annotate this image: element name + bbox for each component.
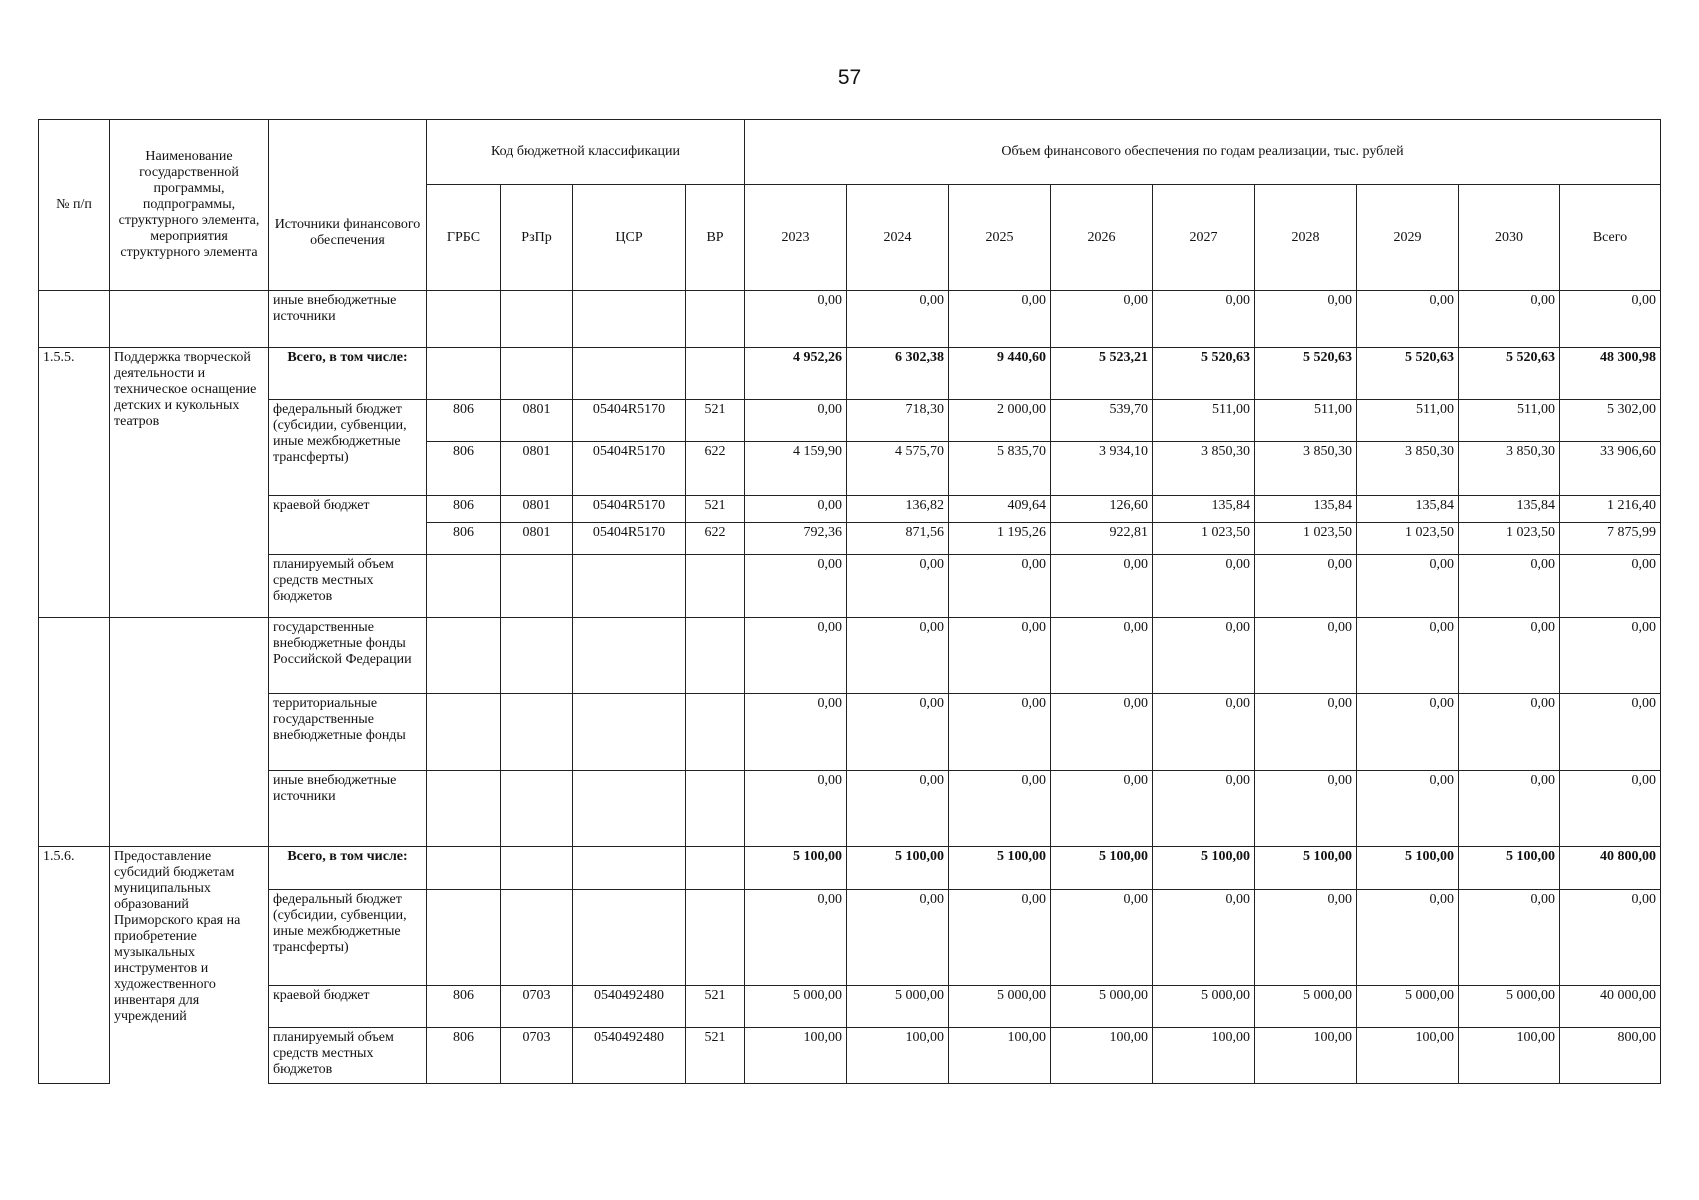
row-value-2027: 3 850,30 xyxy=(1153,442,1255,496)
row-value-2026: 922,81 xyxy=(1051,523,1153,555)
row-rzpr xyxy=(501,555,573,618)
row-value-2028: 3 850,30 xyxy=(1255,442,1357,496)
row-csr xyxy=(573,555,686,618)
row-value-2025: 0,00 xyxy=(949,890,1051,986)
row-value-2028: 5 520,63 xyxy=(1255,348,1357,400)
row-value-2024: 0,00 xyxy=(847,694,949,771)
row-vr xyxy=(686,348,745,400)
row-value-2025: 9 440,60 xyxy=(949,348,1051,400)
row-vr xyxy=(686,847,745,890)
row-value-total: 7 875,99 xyxy=(1560,523,1661,555)
row-csr xyxy=(573,890,686,986)
row-value-2025: 5 000,00 xyxy=(949,986,1051,1028)
row-value-2026: 5 100,00 xyxy=(1051,847,1153,890)
row-value-2023: 0,00 xyxy=(745,291,847,348)
header-grbs: ГРБС xyxy=(427,185,501,291)
row-name: Предоставление субсидий бюджетам муниципальных образований Приморского края на приобретение музыкальных инструментов и художественного инвентаря для учреждений xyxy=(110,847,269,1084)
row-value-2024: 718,30 xyxy=(847,400,949,442)
row-value-2024: 0,00 xyxy=(847,618,949,694)
row-value-2027: 511,00 xyxy=(1153,400,1255,442)
row-value-2028: 0,00 xyxy=(1255,291,1357,348)
row-csr xyxy=(573,847,686,890)
row-value-2029: 0,00 xyxy=(1357,694,1459,771)
row-value-2028: 5 100,00 xyxy=(1255,847,1357,890)
row-value-2030: 1 023,50 xyxy=(1459,523,1560,555)
row-value-2023: 5 100,00 xyxy=(745,847,847,890)
row-value-total: 0,00 xyxy=(1560,771,1661,847)
row-value-2030: 135,84 xyxy=(1459,496,1560,523)
row-rzpr xyxy=(501,890,573,986)
row-value-2030: 3 850,30 xyxy=(1459,442,1560,496)
row-name xyxy=(110,618,269,847)
row-rzpr: 0703 xyxy=(501,1028,573,1084)
header-row-1 xyxy=(39,120,1661,185)
row-value-2023: 0,00 xyxy=(745,694,847,771)
row-value-2023: 0,00 xyxy=(745,890,847,986)
row-value-2027: 135,84 xyxy=(1153,496,1255,523)
row-vr: 521 xyxy=(686,496,745,523)
row-csr xyxy=(573,348,686,400)
header-year-2030: 2030 xyxy=(1459,185,1560,291)
header-year-2026: 2026 xyxy=(1051,185,1153,291)
row-value-2026: 5 000,00 xyxy=(1051,986,1153,1028)
row-csr xyxy=(573,291,686,348)
row-rzpr: 0801 xyxy=(501,442,573,496)
row-csr xyxy=(573,771,686,847)
row-csr: 05404R5170 xyxy=(573,523,686,555)
row-value-2025: 5 100,00 xyxy=(949,847,1051,890)
row-value-2029: 0,00 xyxy=(1357,555,1459,618)
row-value-2024: 100,00 xyxy=(847,1028,949,1084)
row-index: 1.5.5. xyxy=(39,348,110,618)
table-row xyxy=(39,291,1661,348)
row-grbs xyxy=(427,890,501,986)
row-value-2026: 0,00 xyxy=(1051,694,1153,771)
row-value-2028: 0,00 xyxy=(1255,618,1357,694)
row-value-2027: 100,00 xyxy=(1153,1028,1255,1084)
row-rzpr xyxy=(501,847,573,890)
row-value-2026: 0,00 xyxy=(1051,890,1153,986)
row-value-total: 0,00 xyxy=(1560,618,1661,694)
row-total-label: Всего, в том числе: xyxy=(269,348,427,400)
row-value-2024: 6 302,38 xyxy=(847,348,949,400)
row-value-total: 0,00 xyxy=(1560,555,1661,618)
table-row xyxy=(39,890,1661,986)
row-rzpr: 0801 xyxy=(501,523,573,555)
header-rzpr: РзПр xyxy=(501,185,573,291)
row-value-2023: 0,00 xyxy=(745,555,847,618)
row-value-2029: 0,00 xyxy=(1357,618,1459,694)
table-row xyxy=(39,694,1661,771)
row-grbs xyxy=(427,771,501,847)
row-value-2024: 0,00 xyxy=(847,771,949,847)
row-index xyxy=(39,291,110,348)
row-rzpr xyxy=(501,618,573,694)
row-value-2030: 0,00 xyxy=(1459,694,1560,771)
row-source: краевой бюджет xyxy=(269,496,427,555)
row-value-2027: 5 100,00 xyxy=(1153,847,1255,890)
row-rzpr: 0703 xyxy=(501,986,573,1028)
row-value-2028: 511,00 xyxy=(1255,400,1357,442)
header-name: Наименование государственной программы, подпрограммы, структурного элемента, мероприятия структурного элемента xyxy=(110,120,269,291)
row-grbs: 806 xyxy=(427,496,501,523)
row-csr xyxy=(573,694,686,771)
row-value-2024: 0,00 xyxy=(847,890,949,986)
row-value-2030: 5 520,63 xyxy=(1459,348,1560,400)
row-value-2023: 792,36 xyxy=(745,523,847,555)
row-value-2027: 5 520,63 xyxy=(1153,348,1255,400)
row-source: иные внебюджетные источники xyxy=(269,291,427,348)
row-value-2025: 100,00 xyxy=(949,1028,1051,1084)
row-value-2028: 5 000,00 xyxy=(1255,986,1357,1028)
row-value-2030: 5 100,00 xyxy=(1459,847,1560,890)
header-year-2029: 2029 xyxy=(1357,185,1459,291)
row-value-2030: 5 000,00 xyxy=(1459,986,1560,1028)
row-value-2026: 0,00 xyxy=(1051,291,1153,348)
row-value-2024: 0,00 xyxy=(847,555,949,618)
header-source: Источники финансового обеспечения xyxy=(269,120,427,291)
row-value-2026: 539,70 xyxy=(1051,400,1153,442)
row-value-2029: 3 850,30 xyxy=(1357,442,1459,496)
row-value-2026: 0,00 xyxy=(1051,771,1153,847)
row-grbs: 806 xyxy=(427,1028,501,1084)
header-budget-code: Код бюджетной классификации xyxy=(427,120,745,185)
row-value-2028: 0,00 xyxy=(1255,890,1357,986)
row-value-2029: 1 023,50 xyxy=(1357,523,1459,555)
row-source: краевой бюджет xyxy=(269,986,427,1028)
header-year-2025: 2025 xyxy=(949,185,1051,291)
header-year-2024: 2024 xyxy=(847,185,949,291)
row-value-2027: 5 000,00 xyxy=(1153,986,1255,1028)
row-value-2026: 5 523,21 xyxy=(1051,348,1153,400)
row-value-total: 1 216,40 xyxy=(1560,496,1661,523)
table-row xyxy=(39,847,1661,890)
row-value-total: 0,00 xyxy=(1560,890,1661,986)
row-source: планируемый объем средств местных бюджетов xyxy=(269,1028,427,1084)
row-index: 1.5.6. xyxy=(39,847,110,1084)
row-value-2029: 5 000,00 xyxy=(1357,986,1459,1028)
page-number: 57 xyxy=(837,66,862,89)
row-value-2023: 0,00 xyxy=(745,771,847,847)
row-value-2030: 0,00 xyxy=(1459,291,1560,348)
row-vr: 622 xyxy=(686,442,745,496)
row-value-2030: 100,00 xyxy=(1459,1028,1560,1084)
row-value-2025: 5 835,70 xyxy=(949,442,1051,496)
row-grbs xyxy=(427,555,501,618)
row-value-2030: 0,00 xyxy=(1459,618,1560,694)
header-vr: ВР xyxy=(686,185,745,291)
row-value-2023: 4 159,90 xyxy=(745,442,847,496)
row-value-2029: 0,00 xyxy=(1357,771,1459,847)
row-rzpr: 0801 xyxy=(501,496,573,523)
header-financing: Объем финансового обеспечения по годам реализации, тыс. рублей xyxy=(745,120,1661,185)
table-row xyxy=(39,771,1661,847)
row-value-2023: 100,00 xyxy=(745,1028,847,1084)
row-source: планируемый объем средств местных бюджетов xyxy=(269,555,427,618)
row-rzpr xyxy=(501,348,573,400)
row-value-2026: 3 934,10 xyxy=(1051,442,1153,496)
table-row xyxy=(39,618,1661,694)
row-value-2025: 0,00 xyxy=(949,555,1051,618)
row-source: федеральный бюджет (субсидии, субвенции, иные межбюджетные трансферты) xyxy=(269,890,427,986)
row-csr xyxy=(573,618,686,694)
row-rzpr xyxy=(501,771,573,847)
row-grbs xyxy=(427,618,501,694)
row-value-2030: 511,00 xyxy=(1459,400,1560,442)
row-value-2027: 0,00 xyxy=(1153,771,1255,847)
row-value-2023: 0,00 xyxy=(745,496,847,523)
row-value-2023: 5 000,00 xyxy=(745,986,847,1028)
row-grbs: 806 xyxy=(427,523,501,555)
row-value-2026: 126,60 xyxy=(1051,496,1153,523)
row-source: федеральный бюджет (субсидии, субвенции, иные межбюджетные трансферты) xyxy=(269,400,427,496)
header-year-2023: 2023 xyxy=(745,185,847,291)
row-grbs xyxy=(427,694,501,771)
budget-table xyxy=(38,119,1661,1084)
row-total-label: Всего, в том числе: xyxy=(269,847,427,890)
row-value-2029: 135,84 xyxy=(1357,496,1459,523)
row-vr xyxy=(686,555,745,618)
row-value-2027: 0,00 xyxy=(1153,555,1255,618)
row-value-2023: 0,00 xyxy=(745,618,847,694)
row-value-2025: 2 000,00 xyxy=(949,400,1051,442)
row-value-2025: 0,00 xyxy=(949,771,1051,847)
row-vr: 521 xyxy=(686,1028,745,1084)
row-value-2027: 0,00 xyxy=(1153,694,1255,771)
row-value-2027: 0,00 xyxy=(1153,618,1255,694)
row-source: иные внебюджетные источники xyxy=(269,771,427,847)
row-value-2023: 4 952,26 xyxy=(745,348,847,400)
row-value-2029: 5 100,00 xyxy=(1357,847,1459,890)
row-value-2029: 100,00 xyxy=(1357,1028,1459,1084)
row-value-2027: 0,00 xyxy=(1153,291,1255,348)
row-csr: 05404R5170 xyxy=(573,400,686,442)
row-value-2028: 1 023,50 xyxy=(1255,523,1357,555)
row-vr xyxy=(686,618,745,694)
header-year-2028: 2028 xyxy=(1255,185,1357,291)
row-grbs xyxy=(427,847,501,890)
row-name xyxy=(110,291,269,348)
row-value-total: 800,00 xyxy=(1560,1028,1661,1084)
row-value-total: 40 000,00 xyxy=(1560,986,1661,1028)
row-vr: 521 xyxy=(686,986,745,1028)
row-vr: 622 xyxy=(686,523,745,555)
table-row xyxy=(39,348,1661,400)
row-grbs xyxy=(427,291,501,348)
row-value-total: 0,00 xyxy=(1560,291,1661,348)
header-total: Всего xyxy=(1560,185,1661,291)
table-row xyxy=(39,555,1661,618)
row-grbs xyxy=(427,348,501,400)
row-value-2029: 511,00 xyxy=(1357,400,1459,442)
row-value-2024: 4 575,70 xyxy=(847,442,949,496)
row-value-2028: 135,84 xyxy=(1255,496,1357,523)
row-csr: 05404R5170 xyxy=(573,496,686,523)
row-csr: 05404R5170 xyxy=(573,442,686,496)
row-vr xyxy=(686,771,745,847)
row-value-2025: 1 195,26 xyxy=(949,523,1051,555)
row-value-2029: 0,00 xyxy=(1357,291,1459,348)
header-year-2027: 2027 xyxy=(1153,185,1255,291)
row-value-2024: 871,56 xyxy=(847,523,949,555)
row-csr: 0540492480 xyxy=(573,986,686,1028)
row-value-2028: 0,00 xyxy=(1255,555,1357,618)
row-value-2025: 0,00 xyxy=(949,618,1051,694)
row-value-2029: 5 520,63 xyxy=(1357,348,1459,400)
header-csr: ЦСР xyxy=(573,185,686,291)
row-value-2025: 0,00 xyxy=(949,694,1051,771)
row-grbs: 806 xyxy=(427,986,501,1028)
row-name: Поддержка творческой деятельности и техническое оснащение детских и кукольных театров xyxy=(110,348,269,618)
budget-table-body xyxy=(39,291,1661,1084)
row-rzpr xyxy=(501,694,573,771)
row-vr xyxy=(686,291,745,348)
row-value-2030: 0,00 xyxy=(1459,890,1560,986)
row-vr: 521 xyxy=(686,400,745,442)
row-value-2027: 0,00 xyxy=(1153,890,1255,986)
row-index xyxy=(39,618,110,847)
row-value-total: 33 906,60 xyxy=(1560,442,1661,496)
row-value-2029: 0,00 xyxy=(1357,890,1459,986)
row-value-2030: 0,00 xyxy=(1459,555,1560,618)
row-value-2023: 0,00 xyxy=(745,400,847,442)
row-value-total: 5 302,00 xyxy=(1560,400,1661,442)
row-csr: 0540492480 xyxy=(573,1028,686,1084)
row-value-total: 48 300,98 xyxy=(1560,348,1661,400)
row-value-2028: 100,00 xyxy=(1255,1028,1357,1084)
row-value-total: 40 800,00 xyxy=(1560,847,1661,890)
row-value-2024: 0,00 xyxy=(847,291,949,348)
row-source: территориальные государственные внебюджетные фонды xyxy=(269,694,427,771)
row-value-2025: 409,64 xyxy=(949,496,1051,523)
row-value-2024: 5 000,00 xyxy=(847,986,949,1028)
row-value-2030: 0,00 xyxy=(1459,771,1560,847)
row-value-2026: 0,00 xyxy=(1051,618,1153,694)
row-value-2028: 0,00 xyxy=(1255,694,1357,771)
row-value-2028: 0,00 xyxy=(1255,771,1357,847)
table-row xyxy=(39,400,1661,442)
table-row xyxy=(39,496,1661,523)
row-value-2025: 0,00 xyxy=(949,291,1051,348)
table-row xyxy=(39,1028,1661,1084)
row-value-2026: 100,00 xyxy=(1051,1028,1153,1084)
row-vr xyxy=(686,694,745,771)
row-rzpr xyxy=(501,291,573,348)
row-value-2026: 0,00 xyxy=(1051,555,1153,618)
row-rzpr: 0801 xyxy=(501,400,573,442)
row-source: государственные внебюджетные фонды Российской Федерации xyxy=(269,618,427,694)
row-value-2024: 136,82 xyxy=(847,496,949,523)
row-value-2024: 5 100,00 xyxy=(847,847,949,890)
row-vr xyxy=(686,890,745,986)
row-grbs: 806 xyxy=(427,442,501,496)
header-index: № п/п xyxy=(39,120,110,291)
row-grbs: 806 xyxy=(427,400,501,442)
row-value-2027: 1 023,50 xyxy=(1153,523,1255,555)
table-row xyxy=(39,986,1661,1028)
row-value-total: 0,00 xyxy=(1560,694,1661,771)
